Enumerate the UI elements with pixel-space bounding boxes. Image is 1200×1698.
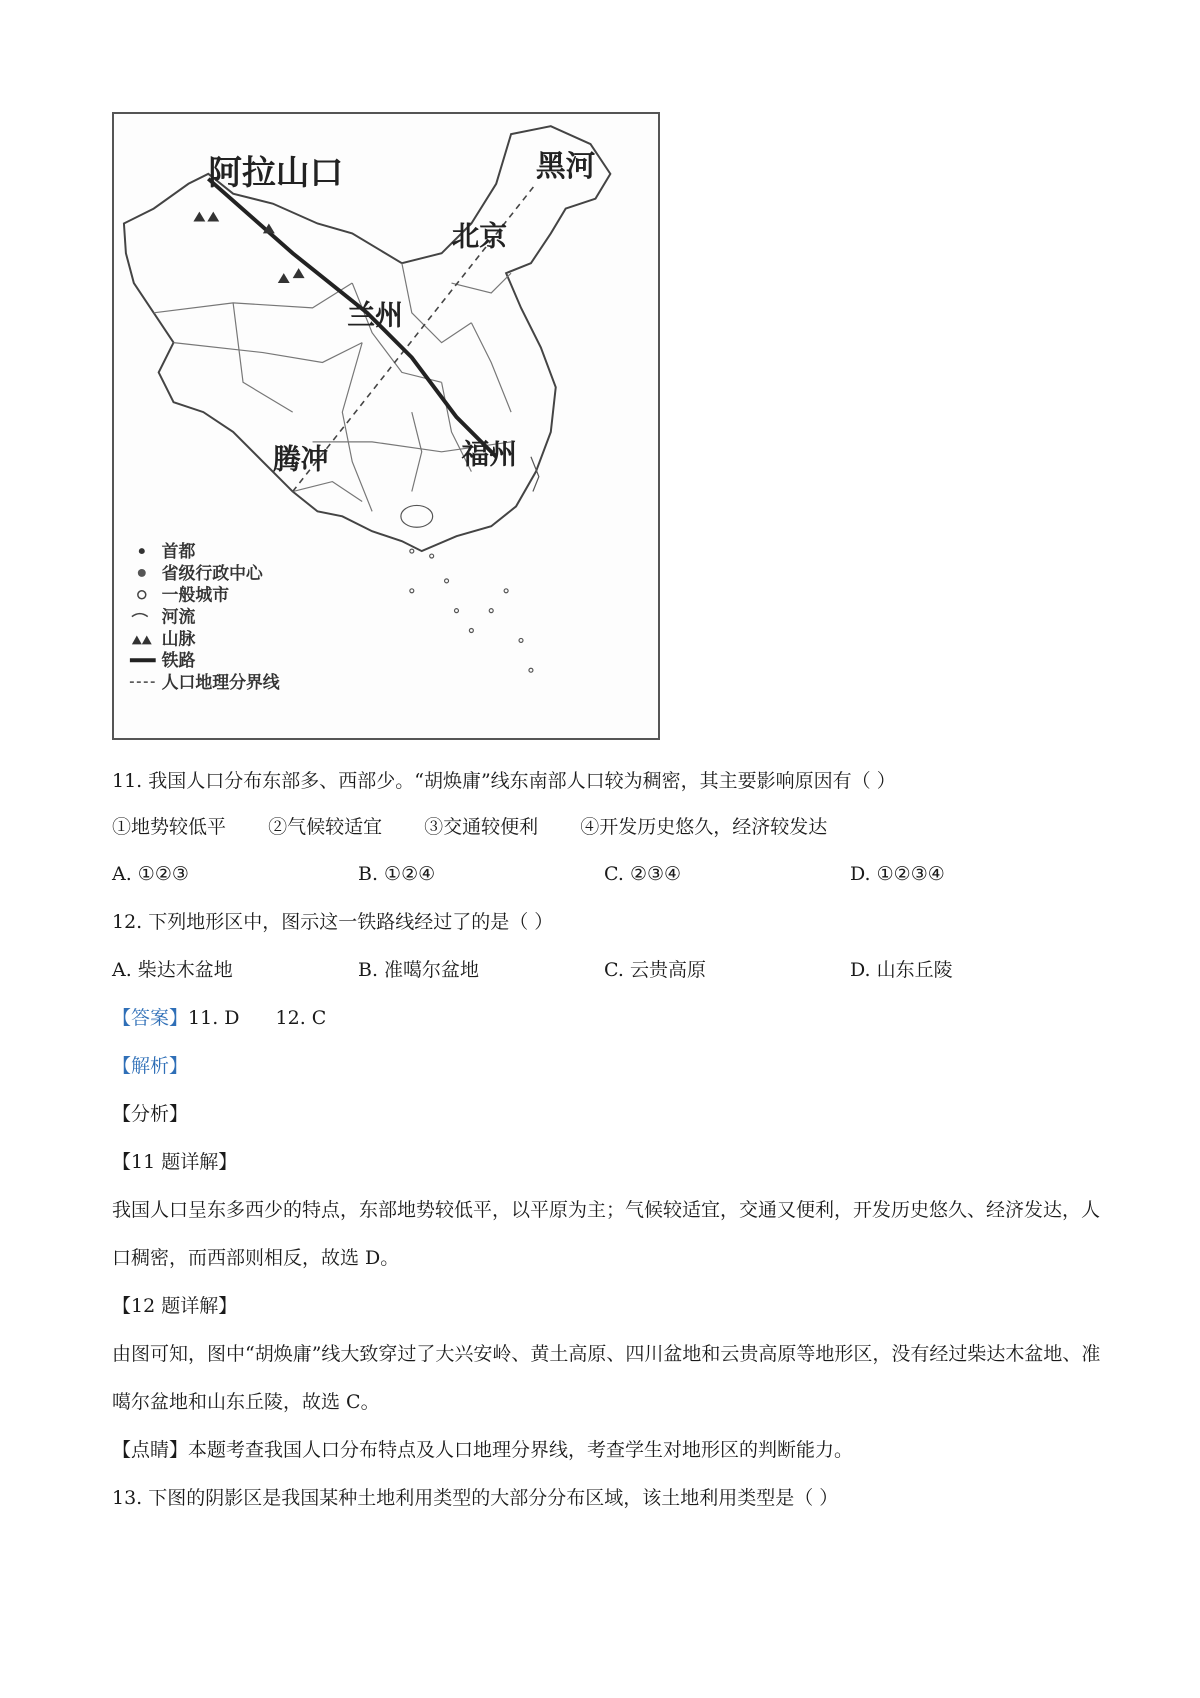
q12-stem: 12. 下列地形区中，图示这一铁路线经过了的是（ ） (112, 911, 554, 933)
country-outline (124, 126, 610, 551)
q11-item-1: ①地势较低平 (112, 816, 227, 838)
legend-mountain: 山脉 (161, 628, 196, 649)
detail-11-text: 我国人口呈东多西少的特点，东部地势较低平，以平原为主；气候较适宜，交通又便利，开发历史悠久、经济发达，人口稠密，而西部则相反，故选 D。 (112, 1199, 1101, 1269)
legend-circle-icon (138, 591, 146, 599)
fenxi-tag: 【分析】 (112, 1103, 189, 1125)
q12-option-d: D. 山东丘陵 (850, 959, 953, 981)
legend-capital: 首都 (161, 541, 196, 562)
answer-12: 12. C (275, 1007, 327, 1029)
q12-option-a: A. 柴达木盆地 (112, 959, 233, 981)
map-legend (130, 541, 280, 692)
label-tengchong: 腾冲 (272, 442, 329, 476)
legend-province-center: 省级行政中心 (161, 562, 263, 583)
china-map-svg (114, 114, 658, 738)
detail-11-tag: 【11 题详解】 (112, 1151, 238, 1173)
detail-12-text: 由图可知，图中“胡焕庸”线大致穿过了大兴安岭、黄土高原、四川盆地和云贵高原等地形区，没有经过柴达木盆地、准噶尔盆地和山东丘陵，故选 C。 (112, 1343, 1101, 1413)
legend-railway: 铁路 (161, 650, 196, 671)
q11-item-3: ③交通较便利 (424, 816, 539, 838)
label-beijing: 北京 (451, 219, 508, 253)
q11-option-d: D. ①②③④ (850, 863, 945, 885)
q11-stem: 11. 我国人口分布东部多、西部少。“胡焕庸”线东南部人口较为稠密，其主要影响原因有（ ） (112, 770, 896, 792)
q12-option-c: C. 云贵高原 (604, 959, 706, 981)
detail-12-tag: 【12 题详解】 (112, 1295, 238, 1317)
label-heihe: 黑河 (535, 148, 596, 184)
label-fuzhou: 福州 (461, 437, 518, 471)
dianjing-tag: 【点睛】 (112, 1439, 189, 1461)
province-borders (154, 263, 511, 511)
analysis-tag: 【解析】 (112, 1055, 189, 1077)
q11-option-c: C. ②③④ (604, 863, 682, 885)
legend-star-icon (139, 548, 145, 554)
q11-option-a: A. ①②③ (112, 863, 189, 885)
q12-option-b: B. 准噶尔盆地 (358, 959, 480, 981)
islands (401, 457, 539, 672)
label-alashankou: 阿拉山口 (208, 152, 344, 192)
legend-population-line: 人口地理分界线 (161, 672, 280, 693)
q11-item-4: ④开发历史悠久，经济较发达 (580, 816, 828, 838)
legend-river-icon (132, 614, 148, 617)
dianjing-line (112, 1436, 853, 1464)
legend-dot-icon (138, 569, 146, 577)
answer-11: 11. D (188, 1007, 240, 1029)
q11-item-2: ②气候较适宜 (268, 816, 383, 838)
legend-mountain-icon (132, 635, 152, 644)
label-lanzhou: 兰州 (347, 298, 403, 332)
answer-tag: 【答案】 (112, 1007, 189, 1029)
q11-items (112, 813, 827, 841)
q13-stem: 13. 下图的阴影区是我国某种土地利用类型的大部分分布区域，该土地利用类型是（ ） (112, 1487, 839, 1509)
legend-river: 河流 (161, 606, 196, 627)
legend-city: 一般城市 (161, 584, 230, 605)
dianjing-text: 本题考查我国人口分布特点及人口地理分界线，考查学生对地形区的判断能力。 (188, 1439, 854, 1461)
q11-option-b: B. ①②④ (358, 863, 436, 885)
china-map-figure (112, 112, 660, 740)
answer-line (112, 1004, 326, 1032)
